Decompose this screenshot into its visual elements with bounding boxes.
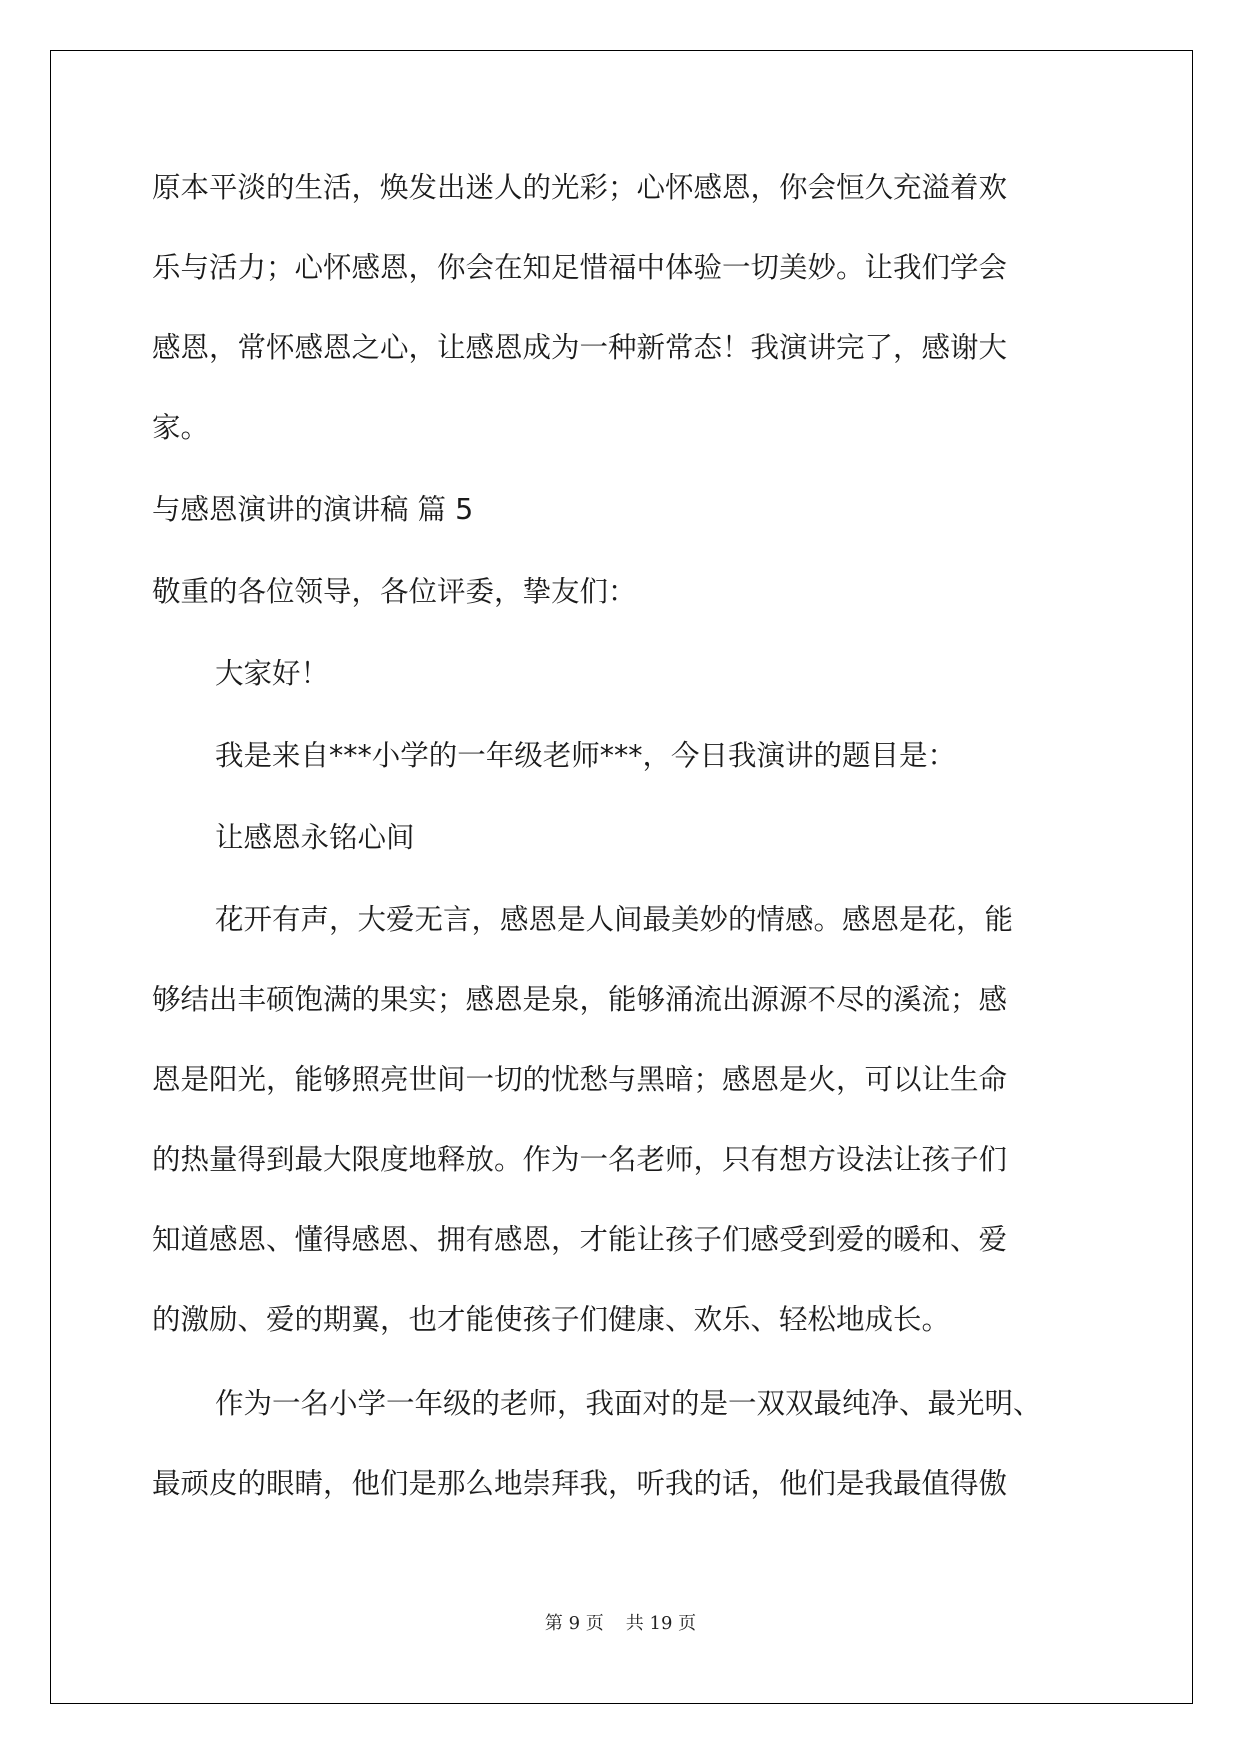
body-line: 的激励、爱的期翼，也才能使孩子们健康、欢乐、轻松地成长。 <box>152 1303 951 1336</box>
body-line: 花开有声，大爱无言，感恩是人间最美妙的情感。感恩是花，能 <box>215 903 1014 936</box>
body-line: 够结出丰硕饱满的果实；感恩是泉，能够涌流出源源不尽的溪流；感 <box>152 983 1008 1016</box>
speech-title: 让感恩永铭心间 <box>215 821 415 854</box>
body-line: 原本平淡的生活，焕发出迷人的光彩；心怀感恩，你会恒久充溢着欢 <box>152 171 1008 204</box>
body-line: 知道感恩、懂得感恩、拥有感恩，才能让孩子们感受到爱的暖和、爱 <box>152 1223 1008 1256</box>
page-border <box>50 50 1193 1704</box>
page-footer <box>0 1609 1241 1635</box>
body-line: 最顽皮的眼睛，他们是那么地崇拜我，听我的话，他们是我最值得傲 <box>152 1467 1008 1500</box>
body-line: 我是来自***小学的一年级老师***，今日我演讲的题目是： <box>215 739 957 772</box>
body-line: 作为一名小学一年级的老师，我面对的是一双双最纯净、最光明、 <box>215 1387 1042 1420</box>
page-total: 共 19 页 <box>625 1613 697 1634</box>
greeting: 大家好！ <box>215 657 330 690</box>
salutation: 敬重的各位领导，各位评委，挚友们： <box>152 575 637 608</box>
section-heading: 与感恩演讲的演讲稿 篇 5 <box>152 493 474 526</box>
body-line: 感恩，常怀感恩之心，让感恩成为一种新常态！我演讲完了，感谢大 <box>152 331 1008 364</box>
body-line: 乐与活力；心怀感恩，你会在知足惜福中体验一切美妙。让我们学会 <box>152 251 1008 284</box>
page-number: 第 9 页 <box>544 1613 604 1634</box>
body-line: 的热量得到最大限度地释放。作为一名老师，只有想方设法让孩子们 <box>152 1143 1008 1176</box>
body-line: 恩是阳光，能够照亮世间一切的忧愁与黑暗；感恩是火，可以让生命 <box>152 1063 1008 1096</box>
body-line: 家。 <box>152 411 210 444</box>
